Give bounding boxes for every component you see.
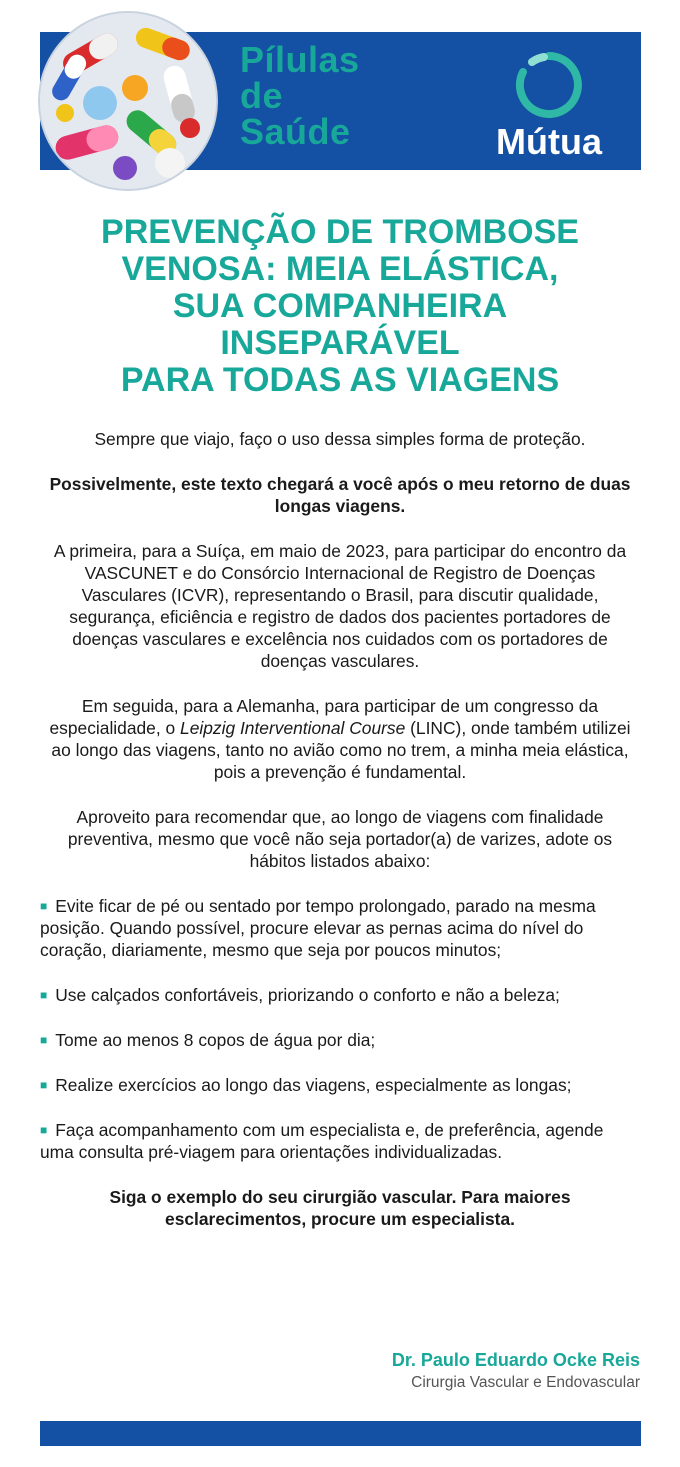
- intro-paragraph: Sempre que viajo, faço o uso dessa simples forma de proteção.: [94, 429, 586, 449]
- article-body: [40, 428, 640, 1230]
- signature: [392, 1348, 640, 1394]
- list-item: [40, 1119, 640, 1163]
- brand-logo: [478, 52, 620, 164]
- lead-paragraph: Possivelmente, este texto chegará a você após o meu retorno de duas longas viagens.: [49, 474, 631, 516]
- square-bullet-icon: ■: [40, 988, 48, 1002]
- series-title-line: de: [240, 75, 284, 116]
- headline: [20, 214, 660, 399]
- series-title-line: Saúde: [240, 111, 351, 152]
- headline-line: SUA COMPANHEIRA: [172, 287, 508, 325]
- list-item-text: Tome ao menos 8 copos de água por dia;: [55, 1030, 376, 1050]
- list-item: [40, 1074, 640, 1096]
- author-name: Dr. Paulo Eduardo Ocke Reis: [391, 1350, 640, 1370]
- series-title: [240, 39, 360, 152]
- paragraph-text: (LINC), onde também utilizei ao longo das viagens, tanto no avião como no trem, a minha meia elástica, pois a prevenção é fundamental.: [51, 718, 631, 782]
- list-item-text: Evite ficar de pé ou sentado por tempo prolongado, parado na mesma posição. Quando possível, procure elevar as pernas acima do nível do coração, diariamente, mesmo que seja por poucos minutos;: [40, 896, 596, 960]
- list-item-text: Realize exercícios ao longo das viagens, especialmente as longas;: [55, 1075, 572, 1095]
- pills-photo-icon: [40, 13, 216, 189]
- author-role: Cirurgia Vascular e Endovascular: [411, 1374, 640, 1391]
- square-bullet-icon: ■: [40, 1123, 48, 1137]
- list-item: [40, 984, 640, 1006]
- body-paragraph: A primeira, para a Suíça, em maio de 2023, para participar do encontro da VASCUNET e do Consórcio Internacional de Registro de Doenças Vasculares (ICVR), representando o Brasil, para discutir qualidade, segurança, eficiência e registro de dados dos pacientes portadores de doenças vasculares e excelência nos cuidados com os portadores de doenças vasculares.: [53, 541, 627, 671]
- course-name: Leipzig Interventional Course: [180, 718, 406, 738]
- mutua-ring-logo-icon: [514, 52, 584, 123]
- headline-line: VENOSA: MEIA ELÁSTICA,: [121, 250, 559, 288]
- footer-bar: [40, 1421, 641, 1446]
- square-bullet-icon: ■: [40, 1078, 48, 1092]
- square-bullet-icon: ■: [40, 1033, 48, 1047]
- headline-line: PREVENÇÃO DE TROMBOSE: [101, 213, 579, 251]
- list-item-text: Faça acompanhamento com um especialista e, de preferência, agende uma consulta pré-viagem para orientações individualizadas.: [40, 1120, 604, 1162]
- brand-name: Mútua: [496, 121, 602, 162]
- closing-paragraph: Siga o exemplo do seu cirurgião vascular. Para maiores esclarecimentos, procure um especialista.: [109, 1187, 571, 1229]
- series-title-line: Pílulas: [240, 39, 360, 80]
- headline-line: PARA TODAS AS VIAGENS: [120, 361, 560, 399]
- headline-line: INSEPARÁVEL: [220, 324, 460, 362]
- paragraph-text: Em seguida, para a Alemanha, para participar de um congresso da especialidade, o: [49, 696, 599, 738]
- list-item: [40, 1029, 640, 1051]
- body-paragraph: Aproveito para recomendar que, ao longo de viagens com finalidade preventiva, mesmo que você não seja portador(a) de varizes, adote os hábitos listados abaixo:: [67, 807, 613, 871]
- list-item-text: Use calçados confortáveis, priorizando o conforto e não a beleza;: [55, 985, 560, 1005]
- list-item: [40, 895, 640, 961]
- body-paragraph: [40, 695, 640, 783]
- square-bullet-icon: ■: [40, 899, 48, 913]
